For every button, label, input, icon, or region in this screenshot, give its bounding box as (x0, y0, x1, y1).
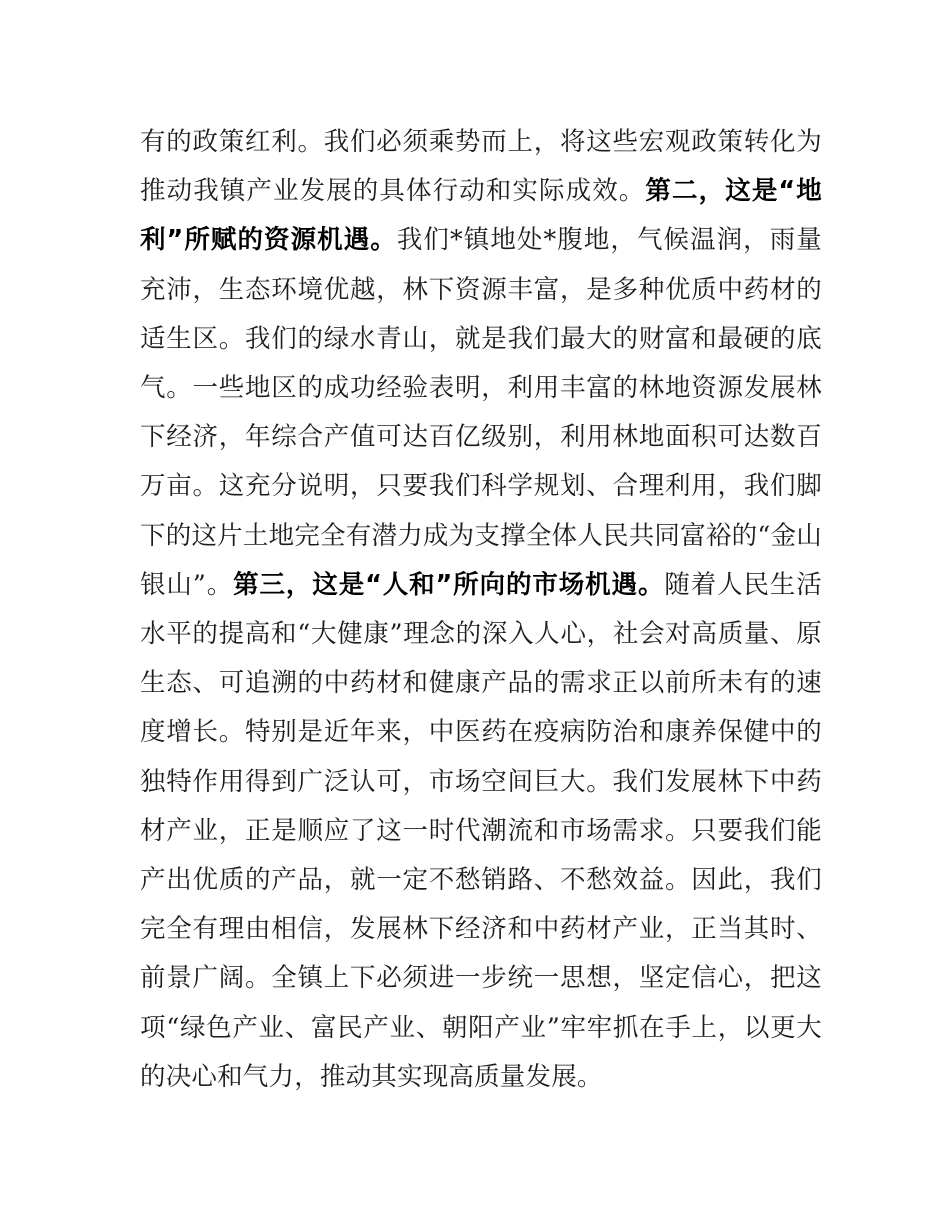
text-run-plain-a: 有的政策红利。我们必须乘势而上，将这些宏观政策转化为推动我镇产业发展的具体行动和实际成效。 (140, 127, 822, 207)
document-body (140, 118, 822, 1102)
text-run-plain-c: 随着人民生活水平的提高和“大健康”理念的深入人心，社会对高质量、原生态、可追溯的中药材和健康产品的需求正以前所未有的速度增长。特别是近年来，中医药在疫病防治和康养保健中的独特作用得到广泛认可，市场空间巨大。我们发展林下中药材产业，正是顺应了这一时代潮流和市场需求。只要我们能产出优质的产品，就一定不愁销路、不愁效益。因此，我们完全有理由相信，发展林下经济和中药材产业，正当其时、前景广阔。全镇上下必须进一步统一思想，坚定信心，把这项“绿色产业、富民产业、朝阳产业”牢牢抓在手上，以更大的决心和气力，推动其实现高质量发展。 (140, 569, 823, 1092)
paragraph-1 (140, 118, 822, 1102)
text-run-emphasis-second-point: 第二，这是“地利”所赋的资源机遇。 (140, 176, 822, 256)
text-run-emphasis-third-point: 第三，这是“人和”所向的市场机遇。 (233, 569, 665, 600)
text-run-plain-b: 我们*镇地处*腹地，气候温润，雨量充沛，生态环境优越，林下资源丰富，是多种优质中药材的适生区。我们的绿水青山，就是我们最大的财富和最硬的底气。一些地区的成功经验表明，利用丰富的林地资源发展林下经济，年综合产值可达百亿级别，利用林地面积可达数百万亩。这充分说明，只要我们科学规划、合理利用，我们脚下的这片土地完全有潜力成为支撑全体人民共同富裕的“金山银山”。 (140, 225, 823, 600)
